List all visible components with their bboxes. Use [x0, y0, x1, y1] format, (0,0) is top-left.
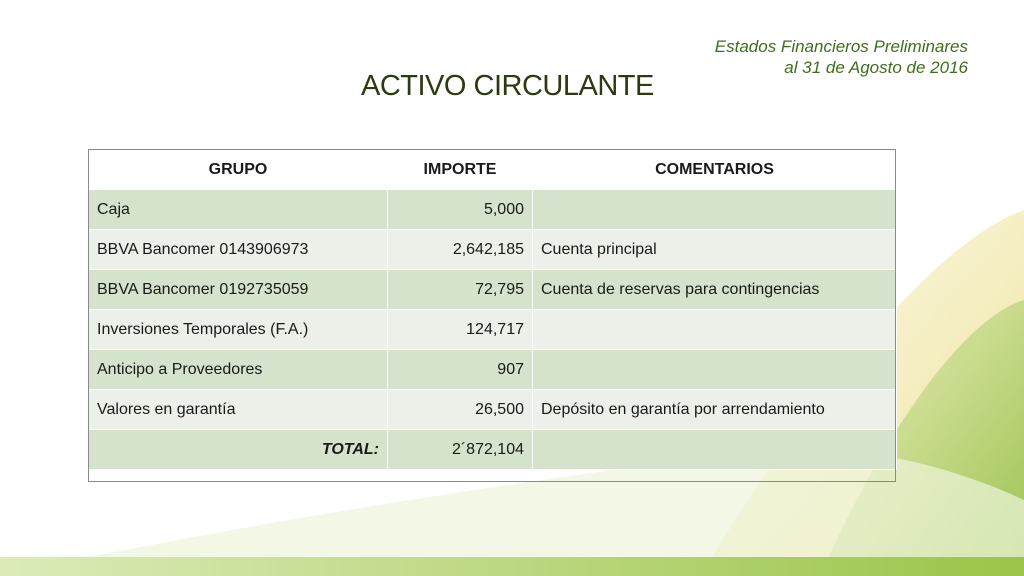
cell-comentarios: Depósito en garantía por arrendamiento — [533, 390, 897, 430]
subtitle-line-2: al 31 de Agosto de 2016 — [784, 58, 968, 77]
total-comment — [533, 430, 897, 470]
cell-importe: 5,000 — [388, 190, 533, 230]
cell-importe: 124,717 — [388, 310, 533, 350]
cell-grupo: Valores en garantía — [89, 390, 388, 430]
table-row — [89, 230, 897, 270]
column-header-grupo: GRUPO — [89, 150, 388, 190]
cell-importe: 907 — [388, 350, 533, 390]
cell-grupo: Caja — [89, 190, 388, 230]
column-header-importe: IMPORTE — [388, 150, 533, 190]
table-row — [89, 270, 897, 310]
page-title: ACTIVO CIRCULANTE — [361, 70, 654, 102]
cell-comentarios — [533, 190, 897, 230]
financial-table — [88, 149, 897, 470]
cell-comentarios: Cuenta principal — [533, 230, 897, 270]
total-value: 2´872,104 — [388, 430, 533, 470]
table-row — [89, 350, 897, 390]
subtitle-line-1: Estados Financieros Preliminares — [714, 37, 968, 56]
cell-importe: 26,500 — [388, 390, 533, 430]
cell-comentarios: Cuenta de reservas para contingencias — [533, 270, 897, 310]
cell-grupo: BBVA Bancomer 0143906973 — [89, 230, 388, 270]
table-row — [89, 190, 897, 230]
table-row — [89, 310, 897, 350]
cell-comentarios — [533, 350, 897, 390]
cell-importe: 72,795 — [388, 270, 533, 310]
total-row — [89, 430, 897, 470]
cell-importe: 2,642,185 — [388, 230, 533, 270]
cell-grupo: BBVA Bancomer 0192735059 — [89, 270, 388, 310]
cell-grupo: Inversiones Temporales (F.A.) — [89, 310, 388, 350]
cell-grupo: Anticipo a Proveedores — [89, 350, 388, 390]
cell-comentarios — [533, 310, 897, 350]
total-label: TOTAL: — [89, 430, 388, 470]
table-row — [89, 390, 897, 430]
table-header-row — [89, 150, 897, 190]
report-subtitle — [715, 36, 968, 78]
column-header-comentarios: COMENTARIOS — [533, 150, 897, 190]
bottom-band — [0, 557, 1024, 576]
